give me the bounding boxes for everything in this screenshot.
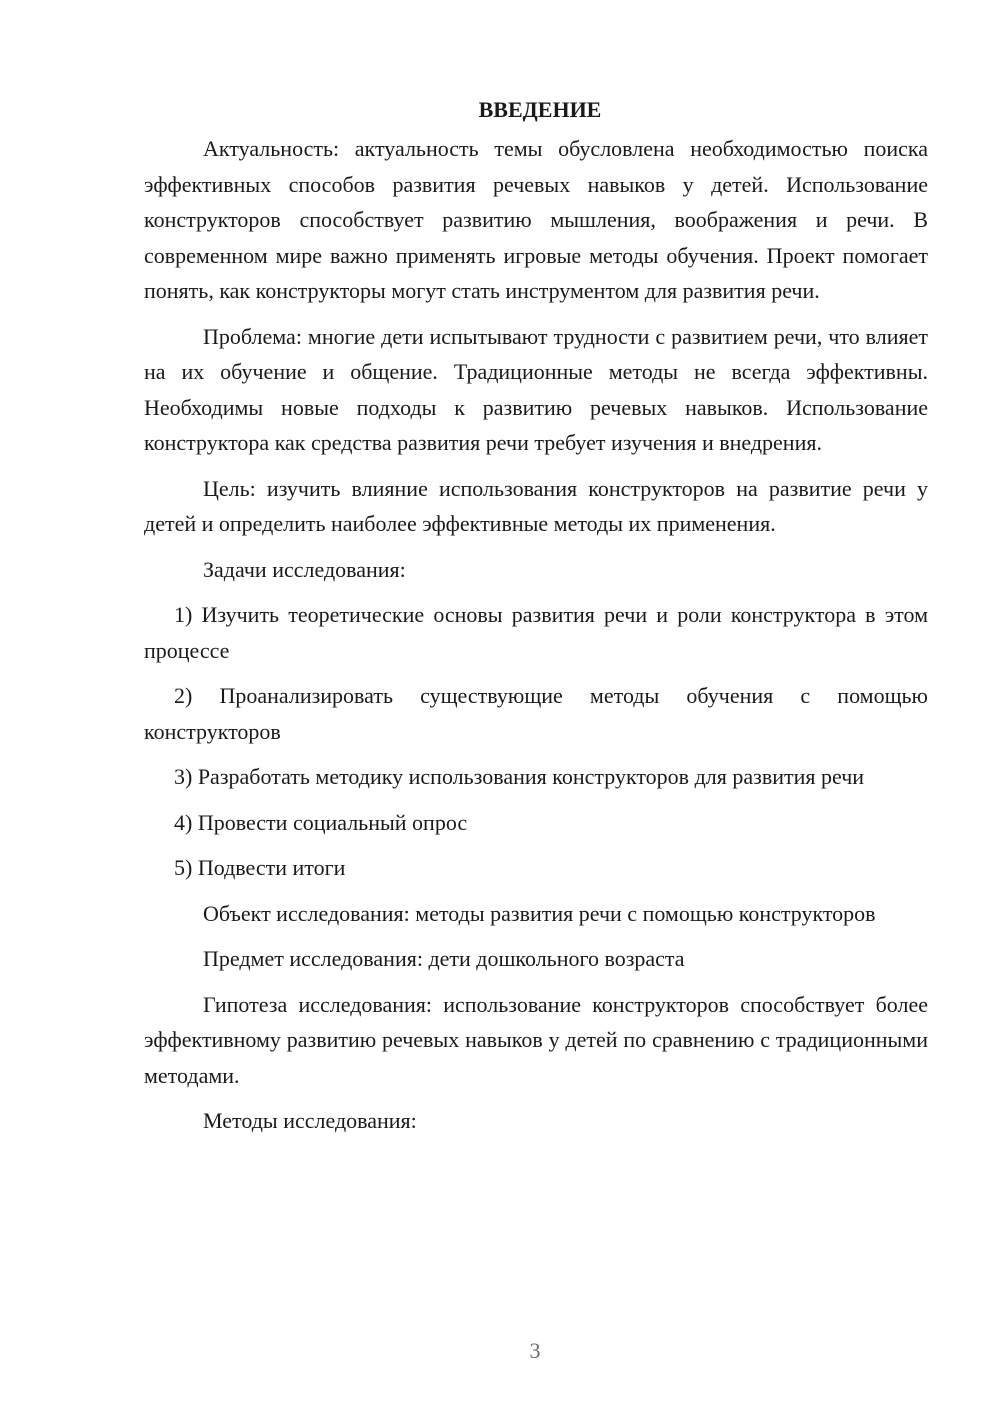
problem-paragraph: Проблема: многие дети испытывают трудности с развитием речи, что влияет на их обучение и общение. Традиционные методы не всегда эффективны. Необходимы новые подходы к развитию речевых навыков. Использование конструктора как средства развития речи требует изучения и внедрения. (144, 323, 928, 455)
page-number: 3 (529, 1338, 541, 1363)
tasks-heading: Задачи исследования: (203, 556, 406, 582)
task-item-2: 2) Проанализировать существующие методы обучения с помощью конструкторов (144, 683, 928, 744)
task-item-1: 1) Изучить теоретические основы развития речи и роли конструктора в этом процессе (144, 602, 928, 663)
goal-paragraph: Цель: изучить влияние использования конструкторов на развитие речи у детей и определить наиболее эффективные методы их применения. (144, 475, 928, 536)
methods-heading: Методы исследования: (203, 1108, 417, 1133)
task-item-4: 4) Провести социальный опрос (174, 809, 468, 835)
relevance-paragraph: Актуальность: актуальность темы обусловлена необходимостью поиска эффективных способов развития речевых навыков у детей. Использование конструкторов способствует развитию мышления, воображения и речи. В современном мире важно применять игровые методы обучения. Проект помогает понять, как конструкторы могут стать инструментом для развития речи. (144, 136, 928, 303)
task-item-5: 5) Подвести итоги (174, 855, 346, 880)
hypothesis-paragraph: Гипотеза исследования: использование конструкторов способствует более эффективному развитию речевых навыков у детей по сравнению с традиционными методами. (144, 991, 928, 1088)
object-paragraph: Объект исследования: методы развития речи с помощью конструкторов (203, 900, 876, 926)
subject-paragraph: Предмет исследования: дети дошкольного возраста (203, 946, 685, 971)
task-item-3: 3) Разработать методику использования конструкторов для развития речи (174, 764, 865, 789)
page-content (144, 92, 928, 1149)
section-title: ВВЕДЕНИЕ (478, 97, 602, 122)
